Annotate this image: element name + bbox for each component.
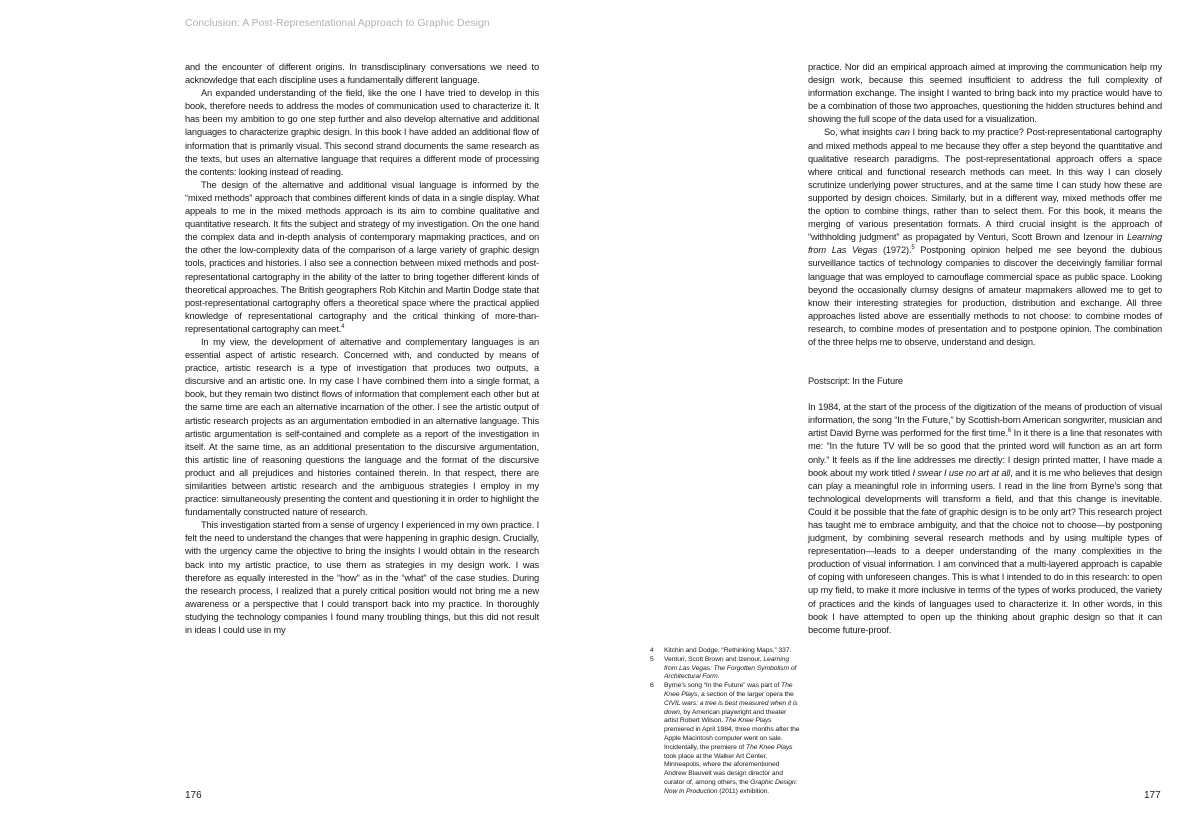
footnote-title: CIVIL wars: a tree is best measured when it is down <box>664 699 798 716</box>
page-number-left: 176 <box>185 790 202 801</box>
text-run: I bring back to my practice? Post-representational cartography and mixed methods appeal to me because they offer a step beyond the quantitative and qualitative research paradigms. The post-representational approach offers a space where critical and functional research methods can meet. In this way I can closely scrutinize underlying power structures, and at the same time I can study how these are supported by design choices. Similarly, but in a different way, mixed methods offer me the option to combine things, rather than to select them. For this book, it means the merging of various presentation formats. A third crucial insight is the approach of “withholding judgment” as propagated by Venturi, Scott Brown and Izenour in <box>808 127 1162 243</box>
footnote-title: Learning from Las Vegas: The Forgotten Symbolism of Architectural Form <box>664 655 797 681</box>
footnote-ref-4[interactable]: 4 <box>341 323 345 330</box>
footnote-title: Graphic Design: Now in Production <box>664 778 798 795</box>
right-text-column <box>808 61 1162 637</box>
footnote-text: Byrne’s song “In the Future” was part of <box>664 682 782 690</box>
footnote-title: The Knee Plays <box>745 743 793 751</box>
footnote-number: 6 <box>650 682 654 690</box>
footnote-text: Venturi, Scott Brown and Izenour, <box>664 655 764 663</box>
footnote-4 <box>650 647 800 656</box>
footnote-ref-6[interactable]: 6 <box>1007 428 1012 435</box>
right-paragraph-1: practice. Nor did an empirical approach aimed at improving the communication help my design work, because this seemed insufficient to address the full complexity of information exchange. The insight I wanted to bring back into my practice would have to be a combination of those two approaches, questioning the hidden structures behind and showing the full scope of the data used for a visualization. <box>808 62 1162 125</box>
book-title: I swear I use no art at all <box>912 467 1011 478</box>
text-run: So, what insights <box>824 127 896 138</box>
left-paragraph-3 <box>185 179 539 336</box>
section-heading: Postscript: In the Future <box>808 376 903 387</box>
page-number-right: 177 <box>1144 790 1161 801</box>
left-paragraph-1: and the encounter of different origins. In transdisciplinary conversations we need to acknowledge that each discipline uses a fundamentally different language. <box>185 62 539 86</box>
left-paragraph-3-text: The design of the alternative and additional visual language is informed by the “mixed methods” approach that combines different kinds of data in a single display. What appeals to me in the mixed methods approach is its aim to combine qualitative and quantitative research. It fits the subject and strategy of my investigation. On the one hand the complex data and in-depth analysis of contemporary mapmaking practices, and on the other the low-complexity data of the comparison of a large variety of graphic design tools, practices and histories. I also see a connection between mixed methods and post-representational cartography in the ability of the latter to bring together different kinds of theoretical approaches. The British geographers Rob Kitchin and Martin Dodge state that post-representational cartography offers a theoretical space where the practical applied knowledge of representational cartography and the critical thinking of more-than-representational cartography can meet. <box>185 179 539 334</box>
footnote-title: The Knee Plays <box>724 717 772 725</box>
text-run: , and it is me who believes that design can play a meaningful role in informing users. I read in the line from Byrne’s song that technological developments will transform a field, and that this change is inevitable. Could it be possible that the fate of graphic design is to be only art? This research project has taught me to embrace ambiguity, and that the choice not to choose—by postponing judgment, by combining several research methods and by using multiple types of representation—leads to a deeper understanding of the many complexities in the production of visual information. I am convinced that a multi-layered approach is capable of coping with unforeseen changes. This is what I intended to do in this research: to open up my field, to make it more inclusive in terms of the types of works produced, the variety of practices and the kinds of languages used to characterize it. In other words, in this book I have attempted to open up the thinking about graphic design so that it can become future-proof. <box>808 467 1162 635</box>
footnote-text: , a section of the larger opera the <box>697 690 794 698</box>
footnote-5 <box>650 656 800 682</box>
text-run: In it there is a line that resonates with me: “In the future TV will be so good that the printed word will function as an art form only.” It feels as if the line addresses me directly: I design printed matter, I have made a book about my work titled <box>808 428 1162 478</box>
footnote-text: premiered in April 1984, three months after the Apple Macintosh computer went on sale. Incidentally, the premiere of <box>664 726 800 751</box>
footnote-title: The Knee Plays <box>664 682 793 698</box>
footnote-ref-5[interactable]: 5 <box>911 245 915 252</box>
left-paragraph-5: This investigation started from a sense of urgency I experienced in my own practice. I felt the need to understand the changes that were happening in graphic design. Crucially, with the urgency came the objective to bring the insights I would obtain in the research back into my artistic practice, to use them as strategies in my design work. I was therefore as equally interested in the “how” as in the “what” of the case studies. During the research process, I realized that a purely critical position would not bring me a new awareness or a perspective that I could transport back into my practice. In thoroughly studying the technology companies I found many troubling things, but this did not result in ideas I could use in my <box>185 520 539 636</box>
text-run: In 1984, at the start of the process of the digitization of the means of production of visual information, the song “In the Future,” by Scottish-born American songwriter, musician and artist David Byrne was performed for the first time. <box>808 402 1162 439</box>
running-head: Conclusion: A Post-Representational Approach to Graphic Design <box>185 17 490 29</box>
left-text-column <box>185 61 539 637</box>
text-run: (1972). <box>877 245 912 256</box>
footnote-text: (2011) exhibition. <box>717 787 770 795</box>
text-run: Postponing opinion helped me see beyond the dubious surveillance tactics of technology companies to discover the deceivingly familiar formal language that was employed to camouflage commercial space as public space. Looking beyond the occasionally clumsy designs of amateur mapmakers allowed me to get to know their interesting strategies for production, distribution and exchange. All three approaches listed above are essentially methods to not choose: to combine modes of research, to combine modes of presentation and to postpone opinion. The combination of the three helps me to observe, understand and design. <box>808 245 1162 347</box>
emphasis: can <box>895 127 910 138</box>
left-paragraph-4: In my view, the development of alternative and complementary languages is an essential aspect of artistic research. Concerned with, and conducted by means of practice, artistic research is a type of investigation that produces two outputs, a discursive and an artistic one. In my case I have combined them into a single format, a book, but they remain two distinct flows of information that complement each other but at the same time are each an alternative incarnation of the other. I see the artistic output of artistic research projects as an argumentation embodied in an alternative language. This artistic argumentation is self-contained and complete as a report of the investigation in itself. At the same time, as an additional presentation to the discursive argumentation, this artistic line of reasoning questions the language and the format of the discursive product and all prejudices and histories contained therein. In that respect, there are similarities between artistic research and the ambiguous strategies I employ in my practice: simultaneously presenting the content and questioning it in order to highlight the fundamentally constructed nature of research. <box>185 336 539 518</box>
footnote-number: 4 <box>650 647 654 654</box>
footnote-text: took place at the Walker Art Center, Minneapolis, where the aforementioned Andrew Blauvelt was design director and curator of, among others, the <box>664 752 783 786</box>
footnote-text: . <box>717 673 720 681</box>
footnote-text: Kitchin and Dodge, “Rethinking Maps,” 337. <box>664 647 792 654</box>
footnotes <box>650 647 800 797</box>
footnote-6 <box>650 682 800 796</box>
footnote-number: 5 <box>650 655 654 663</box>
left-paragraph-2: An expanded understanding of the field, like the one I have tried to develop in this book, therefore needs to address the modes of communication used to characterize it. It has been my ambition to go one step further and also develop alternative and additional languages to characterize graphic design. In this book I have added an additional flow of information that is primarily visual. This second strand documents the same research as the texts, but uses an alternative language that requires a different mode of processing the contents: looking instead of reading. <box>185 88 539 177</box>
book-title: Learning from Las Vegas <box>808 232 1162 256</box>
footnote-text: , by American playwright and theater artist Robert Wilson. <box>664 708 787 725</box>
right-paragraph-3 <box>808 401 1162 637</box>
right-paragraph-2 <box>808 126 1162 349</box>
